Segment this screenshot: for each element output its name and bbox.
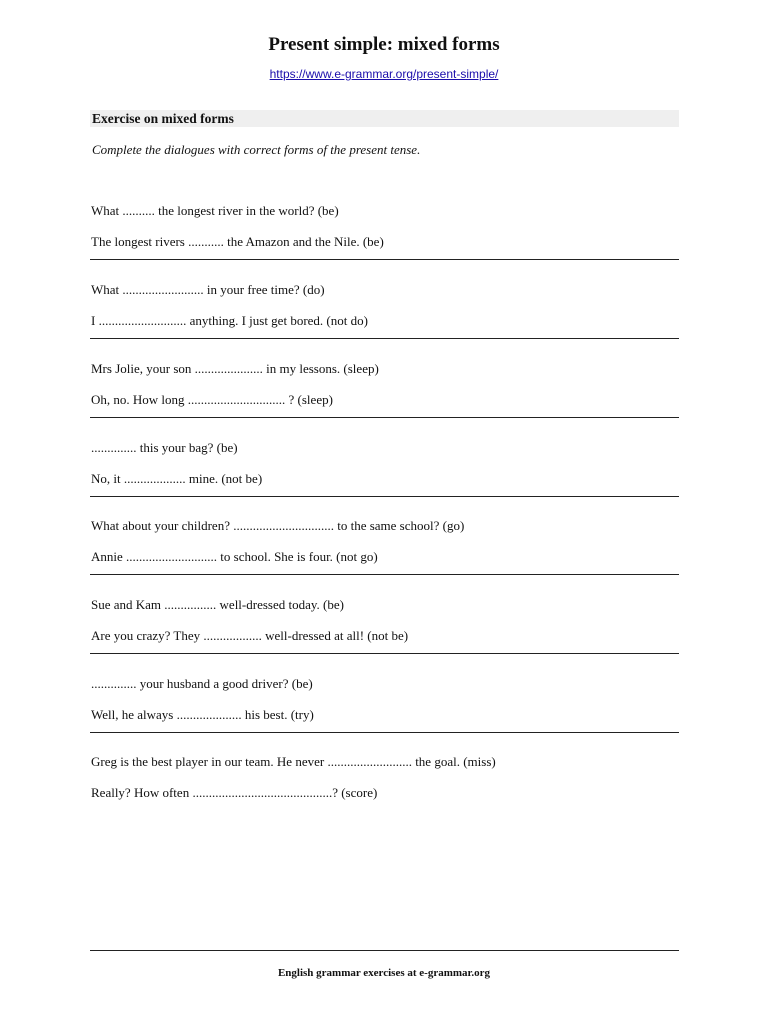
dialogue-line-question: What ......................... in your free time? (do) [91,282,325,297]
dialogue-6 [90,597,679,676]
dialogue-divider [90,653,679,654]
dialogue-line-answer: I ........................... anything. I just get bored. (not do) [91,313,368,328]
dialogue-8 [90,754,679,833]
source-url [0,66,768,82]
dialogue-line-question: Greg is the best player in our team. He never .......................... the goal. (miss) [91,754,496,769]
dialogue-line-question: What .......... the longest river in the world? (be) [91,203,339,218]
dialogue-divider [90,574,679,575]
dialogue-4 [90,440,679,519]
dialogue-line-answer: Oh, no. How long .............................. ? (sleep) [91,392,333,407]
dialogue-line-answer: Well, he always .................... his best. (try) [91,707,314,722]
dialogue-divider [90,496,679,497]
footer-divider [90,950,679,951]
dialogue-divider [90,338,679,339]
dialogue-line-question: .............. your husband a good driver? (be) [91,676,313,691]
page-title: Present simple: mixed forms [268,34,500,55]
dialogue-5 [90,518,679,597]
dialogue-line-question: .............. this your bag? (be) [91,440,238,455]
dialogue-2 [90,282,679,361]
footer-text: English grammar exercises at e-grammar.org [277,967,491,979]
dialogue-line-question: What about your children? ............................... to the same school? (go) [91,518,465,533]
dialogue-divider [90,417,679,418]
dialogue-line-question: Sue and Kam ................ well-dressed today. (be) [91,597,344,612]
dialogue-1 [90,203,679,282]
dialogue-line-answer: Are you crazy? They .................. well-dressed at all! (not be) [91,628,409,643]
dialogue-divider [90,732,679,733]
dialogue-line-answer: The longest rivers ........... the Amazon and the Nile. (be) [91,234,384,249]
exercise-instruction: Complete the dialogues with correct forms of the present tense. [92,142,421,157]
section-heading: Exercise on mixed forms [90,110,679,127]
dialogue-divider [90,259,679,260]
dialogue-line-answer: No, it ................... mine. (not be) [91,471,263,486]
dialogue-3 [90,361,679,440]
dialogue-line-question: Mrs Jolie, your son ..................... in my lessons. (sleep) [91,361,379,376]
source-link[interactable]: https://www.e-grammar.org/present-simple/ [269,67,499,81]
dialogue-7 [90,676,679,755]
dialogue-line-answer: Really? How often ...........................................? (score) [91,785,378,800]
dialogue-line-answer: Annie ............................ to school. She is four. (not go) [91,549,378,564]
